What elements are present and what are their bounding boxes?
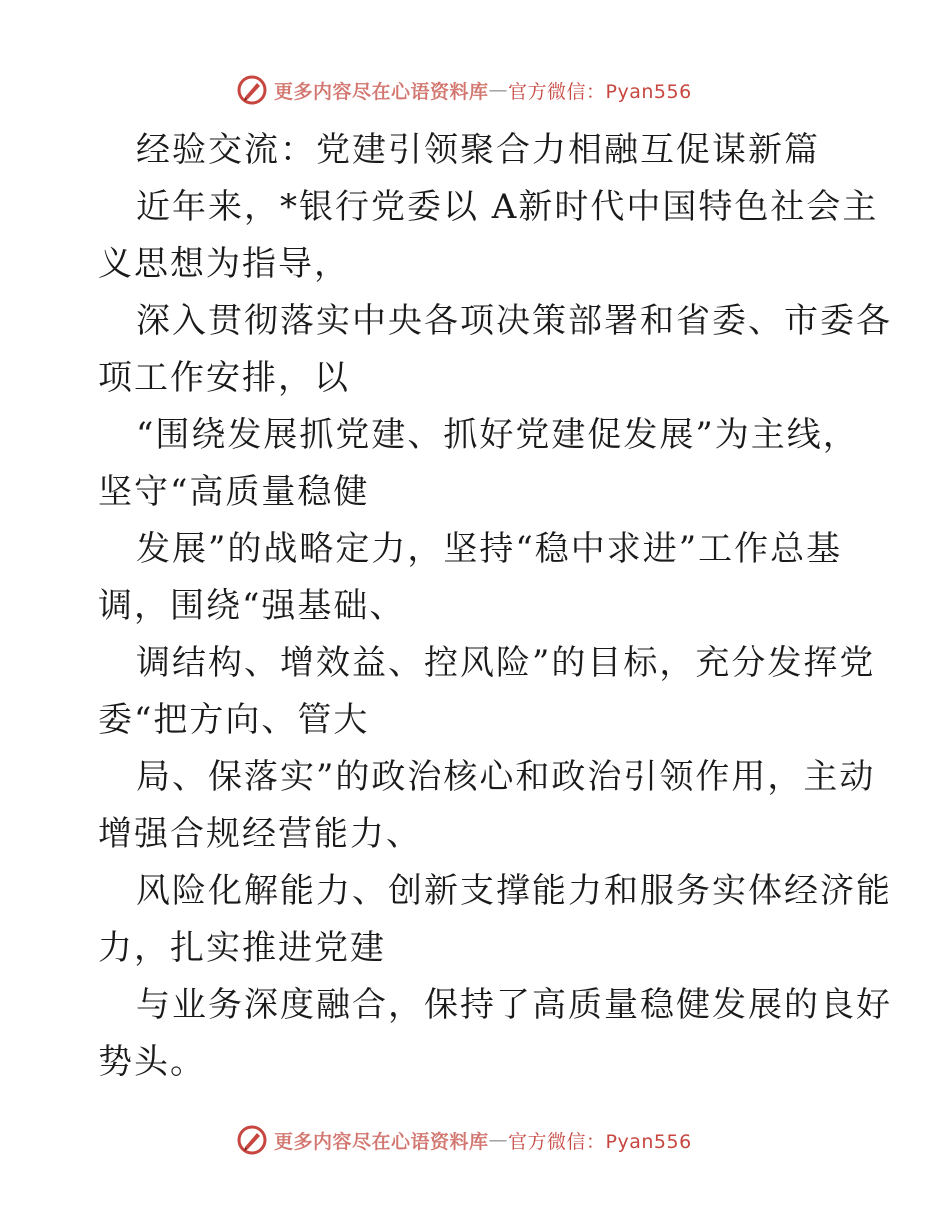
text-line: 局、保落实”的政治核心和政治引领作用，主动 <box>136 757 876 797</box>
text-line: 发展”的战略定力，坚持“稳中求进”工作总基 <box>136 529 843 569</box>
text-line: 深入贯彻落实中央各项决策部署和省委、市委各 <box>136 301 892 341</box>
text-line: “围绕发展抓党建、抓好党建促发展”为主线， <box>136 415 859 455</box>
text-line: 坚守“高质量稳健 <box>98 472 370 512</box>
text-line: 势头。 <box>98 1042 206 1082</box>
watermark-main-text: 更多内容尽在心语资料库 <box>274 1130 489 1153</box>
text-line: 项工作安排，以 <box>98 358 350 398</box>
watermark-main-text: 更多内容尽在心语资料库 <box>274 80 489 103</box>
watermark-dash: — <box>488 1129 509 1151</box>
watermark-dash: — <box>488 79 509 101</box>
document-title: 经验交流：党建引领聚合力相融互促谋新篇 <box>136 130 820 170</box>
text-line: 义思想为指导， <box>98 244 350 284</box>
text-line: 近年来，*银行党委以 A新时代中国特色社会主 <box>136 187 879 227</box>
text-line: 力，扎实推进党建 <box>98 928 386 968</box>
text-line: 风险化解能力、创新支撑能力和服务实体经济能 <box>136 871 892 911</box>
text-line: 调结构、增效益、控风险”的目标，充分发挥党 <box>136 643 876 683</box>
pen-logo-icon <box>236 1124 268 1156</box>
header-watermark <box>236 73 692 107</box>
text-line: 委“把方向、管大 <box>98 700 370 740</box>
footer-watermark <box>236 1123 692 1157</box>
document-body <box>98 122 892 1091</box>
pen-logo-icon <box>236 74 268 106</box>
text-line: 增强合规经营能力、 <box>98 814 422 854</box>
text-line: 与业务深度融合，保持了高质量稳健发展的良好 <box>136 985 892 1025</box>
watermark-wechat-text: 官方微信：Pyan556 <box>508 1130 692 1153</box>
watermark-wechat-text: 官方微信：Pyan556 <box>508 80 692 103</box>
text-line: 调，围绕“强基础、 <box>98 586 406 626</box>
